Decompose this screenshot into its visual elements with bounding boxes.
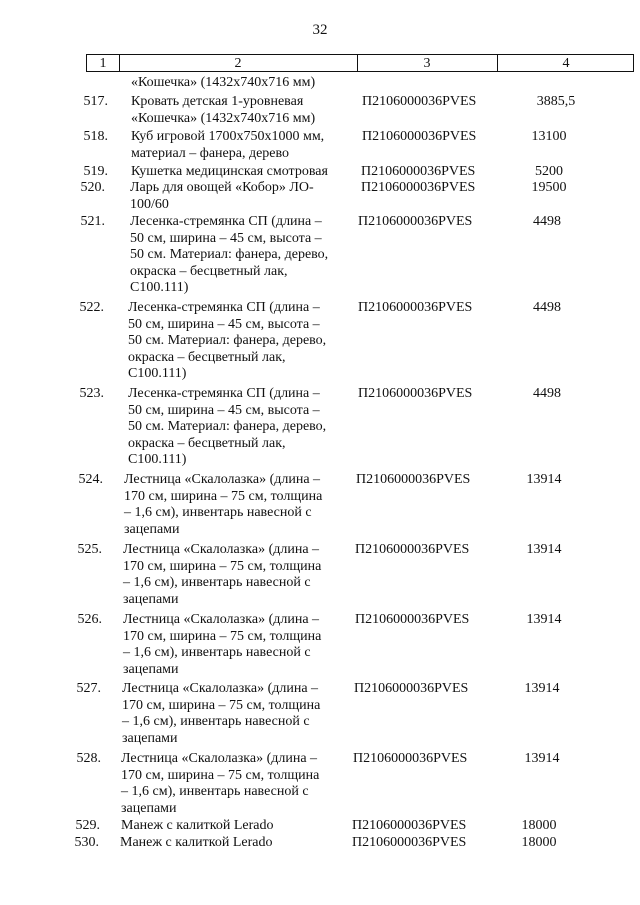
row-price: 13914: [526, 612, 562, 627]
row-name-line: 50 см. Материал: фанера, дерево,: [128, 419, 327, 434]
header-col-4: 4: [562, 56, 570, 71]
row-name-line: Ларь для овощей «Кобор» ЛО-: [130, 180, 314, 195]
header-col-2: 2: [234, 56, 242, 71]
row-price: 13914: [524, 681, 560, 696]
row-number: 530.: [74, 835, 99, 850]
row-code: П2106000036PVES: [355, 542, 470, 557]
row-name: [122, 681, 354, 747]
row-name: [120, 835, 352, 852]
row-price: 3885,5: [536, 94, 576, 109]
row-name: [123, 542, 355, 608]
row-name: [123, 612, 355, 678]
row-name-line: 100/60: [130, 196, 169, 212]
row-name-line: 50 см. Материал: фанера, дерево,: [130, 247, 329, 262]
row-name-line: – 1,6 см), инвентарь навесной с: [124, 505, 312, 520]
row-code: П2106000036PVES: [361, 164, 476, 179]
row-name-line: С100.111): [128, 366, 187, 381]
continuation-text: «Кошечка» (1432x740x716 мм): [131, 75, 316, 90]
row-name-line: 50 см, ширина – 45 см, высота –: [130, 230, 322, 246]
row-name-line: Кушетка медицинская смотровая: [131, 164, 328, 179]
row-code: П2106000036PVES: [358, 386, 473, 401]
row-name-line: 50 см, ширина – 45 см, высота –: [128, 316, 320, 332]
row-code: П2106000036PVES: [362, 94, 477, 109]
row-price: 5200: [535, 164, 563, 179]
row-name-line: зацепами: [123, 661, 179, 677]
row-name: [128, 300, 360, 383]
row-code: П2106000036PVES: [352, 818, 467, 833]
row-name-line: Куб игровой 1700x750x1000 мм,: [131, 129, 325, 144]
row-name-line: С100.111): [130, 280, 189, 295]
row-number: 519.: [83, 164, 108, 179]
row-number: 529.: [75, 818, 100, 833]
row-name-line: Манеж с калиткой Lerado: [121, 818, 274, 833]
row-name: [131, 129, 363, 162]
row-name: [128, 386, 360, 469]
row-name-line: 170 см, ширина – 75 см, толщина: [122, 697, 321, 713]
row-price: 18000: [521, 818, 557, 833]
row-name-line: 170 см, ширина – 75 см, толщина: [124, 488, 323, 504]
row-number: 526.: [77, 612, 102, 627]
row-name-line: Манеж с калиткой Lerado: [120, 835, 273, 850]
row-name-line: материал – фанера, дерево: [131, 145, 290, 161]
header-col-1: 1: [99, 56, 107, 71]
row-code: П2106000036PVES: [361, 180, 476, 195]
row-name-line: окраска – бесцветный лак,: [130, 263, 288, 279]
row-name-line: – 1,6 см), инвентарь навесной с: [123, 575, 311, 590]
row-name: [131, 94, 363, 127]
row-name-line: Лестница «Скалолазка» (длина –: [122, 681, 319, 696]
row-code: П2106000036PVES: [354, 681, 469, 696]
row-name-line: окраска – бесцветный лак,: [128, 349, 286, 365]
row-number: 522.: [79, 300, 104, 315]
row-name-line: Кровать детская 1-уровневая: [131, 94, 304, 109]
row-price: 19500: [531, 180, 567, 195]
table-header: [86, 54, 634, 72]
row-name-line: Лестница «Скалолазка» (длина –: [123, 542, 320, 557]
row-number: 523.: [79, 386, 104, 401]
row-name-line: Лестница «Скалолазка» (длина –: [124, 472, 321, 487]
row-name-line: С100.111): [128, 452, 187, 467]
row-name: [130, 180, 362, 213]
row-number: 525.: [77, 542, 102, 557]
row-name-line: Лесенка-стремянка СП (длина –: [130, 214, 322, 229]
row-number: 520.: [80, 180, 105, 195]
row-name-line: 50 см, ширина – 45 см, высота –: [128, 402, 320, 418]
row-name-line: 170 см, ширина – 75 см, толщина: [123, 558, 322, 574]
row-code: П2106000036PVES: [358, 214, 473, 229]
row-code: П2106000036PVES: [352, 835, 467, 850]
row-price: 13914: [526, 542, 562, 557]
row-name-line: 170 см, ширина – 75 см, толщина: [121, 767, 320, 783]
row-price: 18000: [521, 835, 557, 850]
row-price: 13100: [531, 129, 567, 144]
row-price: 13914: [524, 751, 560, 766]
row-name-line: – 1,6 см), инвентарь навесной с: [122, 714, 310, 729]
row-name-line: «Кошечка» (1432x740x716 мм): [131, 110, 316, 126]
row-name-line: зацепами: [121, 800, 177, 816]
row-name-line: – 1,6 см), инвентарь навесной с: [121, 784, 309, 799]
row-name-line: Лестница «Скалолазка» (длина –: [123, 612, 320, 627]
row-code: П2106000036PVES: [356, 472, 471, 487]
row-number: 518.: [83, 129, 108, 144]
row-name-line: 50 см. Материал: фанера, дерево,: [128, 333, 327, 348]
row-number: 521.: [80, 214, 105, 229]
row-name: [130, 214, 362, 297]
row-number: 527.: [76, 681, 101, 696]
row-code: П2106000036PVES: [358, 300, 473, 315]
row-number: 517.: [83, 94, 108, 109]
row-number: 524.: [78, 472, 103, 487]
row-name-line: Лестница «Скалолазка» (длина –: [121, 751, 318, 766]
header-col-3: 3: [423, 56, 431, 71]
row-price: 4498: [533, 300, 561, 315]
row-name-line: Лесенка-стремянка СП (длина –: [128, 300, 320, 315]
row-code: П2106000036PVES: [353, 751, 468, 766]
row-name-line: окраска – бесцветный лак,: [128, 435, 286, 451]
row-name-line: – 1,6 см), инвентарь навесной с: [123, 645, 311, 660]
row-name-line: Лесенка-стремянка СП (длина –: [128, 386, 320, 401]
row-price: 4498: [533, 214, 561, 229]
row-number: 528.: [76, 751, 101, 766]
row-name: [124, 472, 356, 538]
row-code: П2106000036PVES: [355, 612, 470, 627]
row-name-line: 170 см, ширина – 75 см, толщина: [123, 628, 322, 644]
row-name-line: зацепами: [124, 521, 180, 537]
row-name: [121, 818, 353, 835]
row-name: [131, 164, 363, 181]
row-code: П2106000036PVES: [362, 129, 477, 144]
row-price: 13914: [526, 472, 562, 487]
row-price: 4498: [533, 386, 561, 401]
row-name-line: зацепами: [122, 730, 178, 746]
row-name-line: зацепами: [123, 591, 179, 607]
row-name: [121, 751, 353, 817]
page-number: 32: [312, 22, 328, 38]
